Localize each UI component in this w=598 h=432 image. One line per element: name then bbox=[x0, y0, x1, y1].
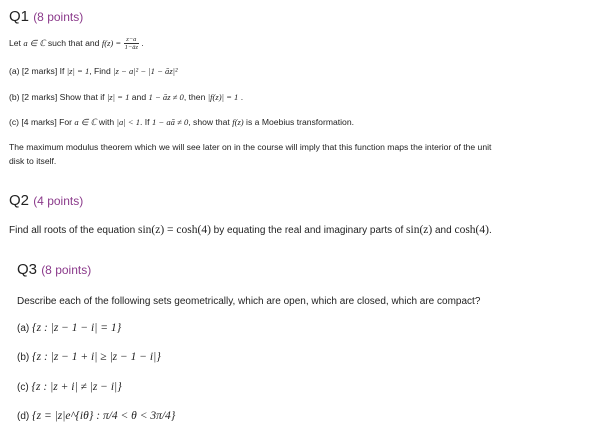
q1-intro-pre: Let bbox=[9, 37, 24, 48]
q1c-math4: f(z) bbox=[232, 117, 244, 127]
q3a-label: (a) bbox=[17, 323, 32, 334]
q2-text bbox=[9, 224, 492, 236]
q3-title: Q3 bbox=[17, 261, 38, 278]
q1a-pre: (a) [2 marks] If bbox=[9, 66, 67, 76]
q1-intro bbox=[9, 36, 144, 51]
q1-heading bbox=[9, 8, 83, 25]
q3b-label: (b) bbox=[17, 352, 32, 363]
q1-part-c bbox=[9, 117, 354, 128]
q2-pre: Find all roots of the equation bbox=[9, 225, 138, 236]
q1-frac-num: z−a bbox=[124, 36, 139, 44]
q3b-math: {z : |z − 1 + i| ≥ |z − 1 − i|} bbox=[32, 351, 161, 363]
q1c-math2: |a| < 1 bbox=[116, 117, 140, 127]
q1c-end: is a Moebius transformation. bbox=[243, 117, 355, 127]
q1b-then: , then bbox=[183, 92, 208, 102]
q3a-math: {z : |z − 1 − i| = 1} bbox=[32, 322, 122, 334]
q1b-math2: 1 − āz ≠ 0 bbox=[148, 92, 184, 102]
q1a-math1: |z| = 1 bbox=[66, 66, 90, 76]
q2-points: (4 points) bbox=[33, 194, 84, 208]
q1-points: (8 points) bbox=[33, 10, 84, 24]
q1-note-line1: The maximum modulus theorem which we will see later on in the course will imply that this function maps the interior of the unit bbox=[9, 142, 492, 152]
q2-title: Q2 bbox=[9, 192, 30, 209]
q2-end: . bbox=[488, 225, 492, 236]
q1-intro-math1: a ∈ ℂ bbox=[23, 37, 46, 48]
q1b-pre: (b) [2 marks] Show that if bbox=[9, 92, 107, 102]
q1-intro-mid: such that and bbox=[45, 37, 102, 48]
q3c-math: {z : |z + i| ≠ |z − i|} bbox=[31, 381, 122, 393]
q1-note-line2: disk to itself. bbox=[9, 156, 57, 166]
q1a-math2: |z − a|² − |1 − āz|² bbox=[113, 66, 178, 76]
q2-and: and bbox=[432, 225, 455, 236]
q1c-pre: (c) [4 marks] For bbox=[9, 117, 75, 127]
q1c-with: with bbox=[96, 117, 117, 127]
q2-heading bbox=[9, 192, 83, 209]
q3-points: (8 points) bbox=[41, 263, 92, 277]
q1b-and: and bbox=[129, 92, 149, 102]
q1c-if: . If bbox=[140, 117, 152, 127]
q2-math3: cosh(4) bbox=[454, 224, 489, 236]
q3-item-c bbox=[17, 381, 122, 393]
q1-intro-end: . bbox=[139, 37, 144, 48]
q3-item-d bbox=[17, 410, 175, 422]
q3-item-a bbox=[17, 322, 121, 334]
q2-mid: by equating the real and imaginary parts of bbox=[210, 225, 407, 236]
q1b-math1: |z| = 1 bbox=[106, 92, 130, 102]
q1b-end: . bbox=[238, 92, 244, 102]
q1-fraction bbox=[124, 36, 139, 51]
q1-title: Q1 bbox=[9, 8, 30, 25]
q1c-math1: a ∈ ℂ bbox=[74, 117, 97, 127]
q3d-label: (d) bbox=[17, 411, 32, 422]
q1c-math3: 1 − aā ≠ 0 bbox=[151, 117, 189, 127]
q1-part-b bbox=[9, 92, 243, 102]
q1a-mid: , Find bbox=[89, 66, 114, 76]
q2-math1: sin(z) = cosh(4) bbox=[137, 224, 211, 236]
q3-prompt: Describe each of the following sets geometrically, which are open, which are closed, which are compact? bbox=[17, 296, 481, 307]
q2-math2: sin(z) bbox=[406, 224, 433, 236]
q3-heading bbox=[17, 261, 91, 278]
q3c-label: (c) bbox=[17, 382, 32, 393]
q1-part-a bbox=[9, 66, 178, 76]
q1-intro-math2: f(z) = bbox=[101, 37, 122, 48]
q3-item-b bbox=[17, 351, 161, 363]
q1-frac-den: 1−āz bbox=[124, 44, 139, 51]
q1b-math3: |f(z)| = 1 bbox=[207, 92, 239, 102]
q1c-show: , show that bbox=[188, 117, 233, 127]
q3d-math: {z = |z|e^{iθ} : π/4 < θ < 3π/4} bbox=[32, 410, 176, 422]
